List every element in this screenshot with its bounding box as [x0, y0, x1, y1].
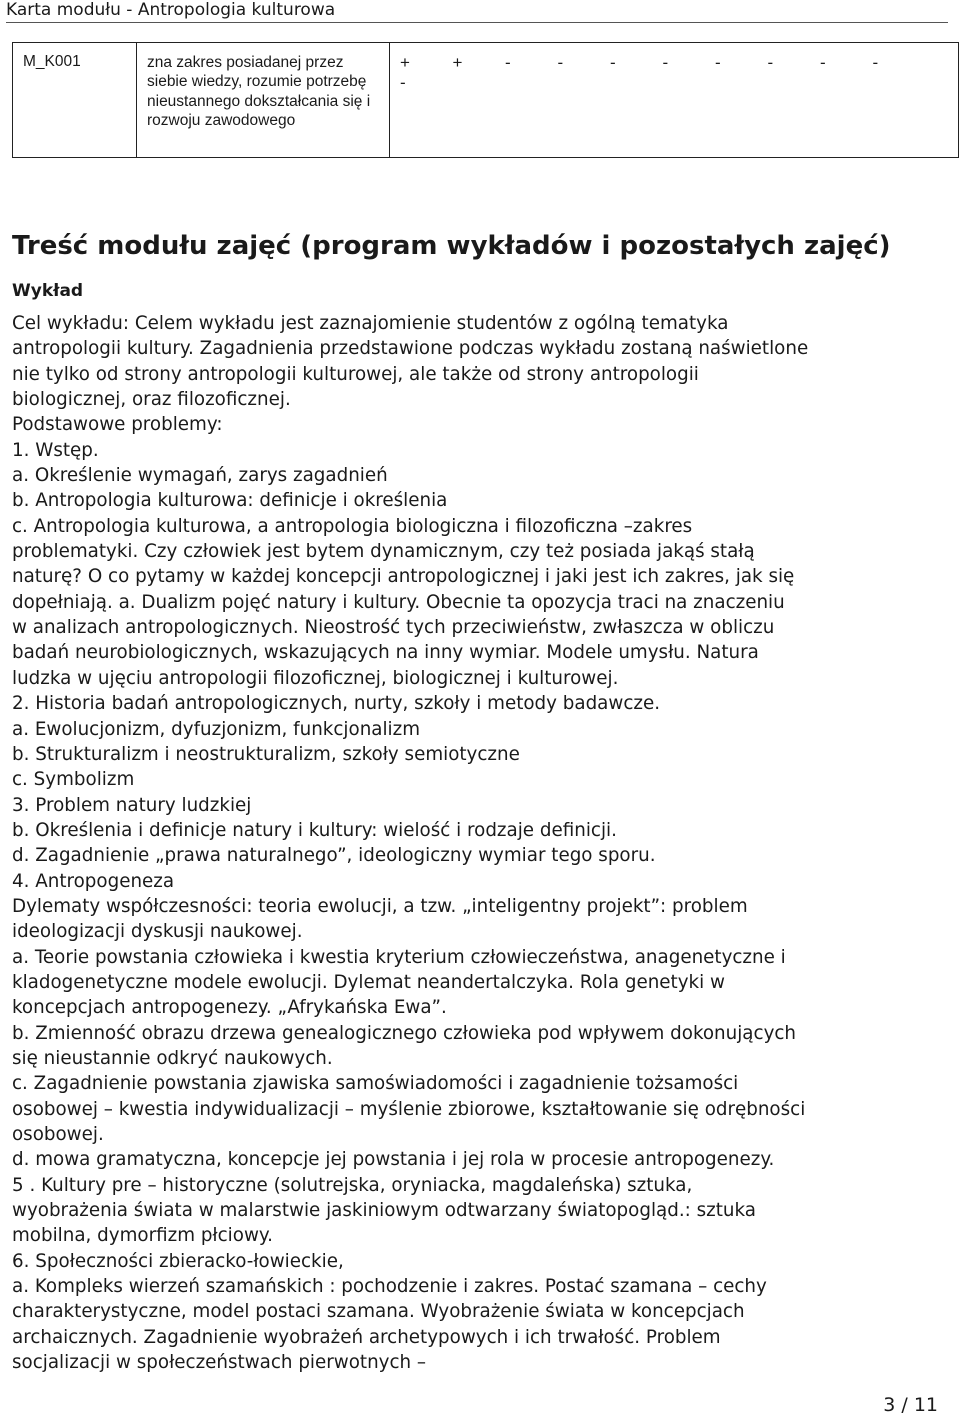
mark-cell: -	[505, 53, 511, 72]
text-line: kladogenetyczne modele ewolucji. Dylemat neandertalczyka. Rola genetyki w	[12, 971, 725, 993]
text-line: a. Określenie wymagań, zarys zagadnień	[12, 465, 388, 487]
document-title: Karta modułu - Antropologia kulturowa	[6, 0, 336, 20]
text-line: a. Kompleks wierzeń szamańskich : pochodzenie i zakres. Postać szamana – cechy	[12, 1276, 767, 1298]
text-line: Cel wykładu: Celem wykładu jest zaznajomienie studentów z ogólną tematyka	[12, 313, 729, 334]
text-line: antropologii kultury. Zagadnienia przedstawione podczas wykładu zostaną naświetlone	[12, 338, 809, 360]
competency-code: M_K001	[13, 43, 137, 158]
mark-cell: -	[820, 53, 826, 72]
text-line: osobowej – kwestia indywidualizacji – myślenie zbiorowe, kształtowanie się odrębności	[12, 1098, 806, 1120]
text-line: w analizach antropologicznych. Nieostrość tych przeciwieństw, zwłaszcza w obliczu	[12, 617, 775, 639]
mark-cell: -	[662, 53, 669, 72]
text-line: 4. Antropogeneza	[12, 870, 175, 892]
text-line: d. mowa gramatyczna, koncepcje jej powstania i jej rola w procesie antropogenezy.	[12, 1149, 775, 1171]
text-line: c. Antropologia kulturowa, a antropologia biologiczna i filozoficzna –zakres	[12, 515, 693, 537]
text-line: c. Zagadnienie powstania zjawiska samoświadomości i zagadnienie tożsamości	[12, 1073, 739, 1095]
page-number: 3 / 11	[883, 1394, 938, 1416]
text-line: koncepcjach antropogenezy. „Afrykańska Ewa”.	[12, 997, 447, 1019]
text-line: b. Określenia i definicje natury i kultury: wielość i rodzaje definicji.	[12, 819, 617, 841]
text-line: dopełniają. a. Dualizm pojęć natury i kultury. Obecnie ta opozycja traci na znaczeniu	[12, 591, 785, 613]
text-line: ideologizacji dyskusji naukowej.	[12, 921, 303, 943]
text-line: socjalizacji w społeczeństwach pierwotnych –	[12, 1352, 427, 1374]
text-line: nie tylko od strony antropologii kulturowej, ale także od strony antropologii	[12, 363, 699, 385]
text-line: b. Antropologia kulturowa: definicje i określenia	[12, 490, 448, 512]
lecture-content	[12, 311, 952, 1375]
text-line: d. Zagadnienie „prawa naturalnego”, ideologiczny wymiar tego sporu.	[12, 845, 656, 867]
text-line: badań neurobiologicznych, wskazujących na inny wymiar. Modele umysłu. Natura	[12, 642, 759, 664]
text-line: problematyki. Czy człowiek jest bytem dynamicznym, czy też posiada jakąś stałą	[12, 541, 755, 563]
text-line: 5 . Kultury pre – historyczne (solutrejska, oryniacka, magdaleńska) sztuka,	[12, 1174, 693, 1196]
competency-table	[12, 42, 959, 158]
text-line: c. Symbolizm	[12, 769, 135, 791]
mark-cell: +	[452, 53, 463, 72]
text-line: archaicznych. Zagadnienie wyobrażeń archetypowych i ich trwałość. Problem	[12, 1326, 721, 1348]
text-line: 2. Historia badań antropologicznych, nurty, szkoły i metody badawcze.	[12, 693, 661, 715]
mark-cell: -	[767, 53, 774, 72]
competency-marks	[390, 43, 959, 158]
mark-cell: -	[610, 53, 616, 72]
text-line: wyobrażenia świata w malarstwie jaskiniowym odtwarzany światopogląd.: sztuka	[12, 1200, 756, 1222]
mark-cell: -	[400, 73, 406, 92]
text-line: charakterystyczne, model postaci szamana. Wyobrażenie świata w koncepcjach	[12, 1301, 745, 1323]
section-title: Treść modułu zajęć (program wykładów i pozostałych zajęć)	[12, 231, 891, 261]
text-line: b. Zmienność obrazu drzewa genealogicznego człowieka pod wpływem dokonujących	[12, 1022, 797, 1044]
text-line: 6. Społeczności zbieracko-łowieckie,	[12, 1250, 344, 1272]
table-row	[13, 43, 959, 158]
text-line: a. Ewolucjonizm, dyfuzjonizm, funkcjonalizm	[12, 718, 421, 740]
text-line: Podstawowe problemy:	[12, 414, 223, 436]
mark-cell: +	[400, 53, 410, 72]
mark-cell: -	[715, 53, 721, 72]
text-line: 3. Problem natury ludzkiej	[12, 794, 252, 816]
text-line: b. Strukturalizm i neostrukturalizm, szkoły semiotyczne	[12, 743, 520, 765]
mark-cell: -	[557, 53, 564, 72]
mark-cell: -	[872, 53, 879, 72]
competency-description: zna zakres posiadanej przez siebie wiedzy, rozumie potrzebę nieustannego dokształcania się i rozwoju zawodowego	[137, 43, 390, 158]
text-line: Dylematy współczesności: teoria ewolucji, a tzw. „inteligentny projekt”: problem	[12, 895, 748, 917]
text-line: się nieustannie odkryć naukowych.	[12, 1047, 333, 1069]
text-line: 1. Wstęp.	[12, 439, 99, 461]
text-line: a. Teorie powstania człowieka i kwestia kryterium człowieczeństwa, anagenetyczne i	[12, 946, 786, 968]
subsection-title: Wykład	[12, 281, 84, 301]
text-line: naturę? O co pytamy w każdej koncepcji antropologicznej i jaki jest ich zakres, jak się	[12, 566, 795, 588]
text-line: mobilna, dymorfizm płciowy.	[12, 1225, 273, 1247]
text-line: biologicznej, oraz filozoficznej.	[12, 389, 291, 411]
document-header	[6, 0, 948, 23]
text-line: osobowej.	[12, 1124, 104, 1145]
text-line: ludzka w ujęciu antropologii filozoficznej, biologicznej i kulturowej.	[12, 667, 619, 689]
